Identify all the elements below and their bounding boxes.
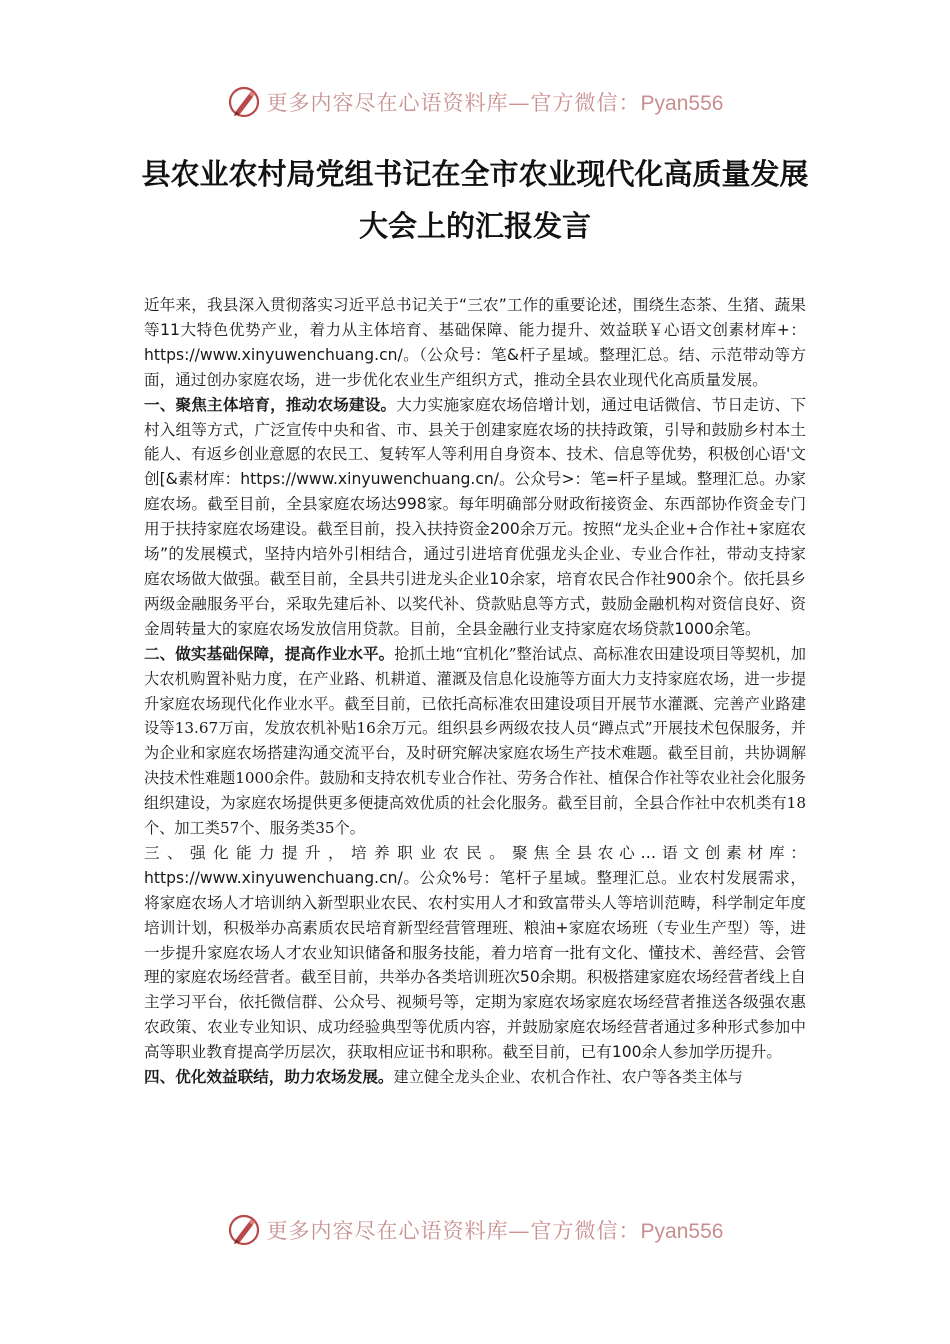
section-2-paragraph [144,642,806,841]
section-4-body: 建立健全龙头企业、农机合作社、农户等各类主体与 [393,1068,743,1087]
banner-official-label: 官方微信： [530,1219,641,1243]
section-3-heading: 三、强化能力提升，培养职业农民。 [144,843,513,862]
section-3-paragraph [144,841,806,1065]
banner-wechat-id: Pyan556 [640,92,724,115]
banner-text: 更多内容尽在心语资料库 [266,91,509,115]
section-3-body: 聚焦全县农心…语文创素材库：https://www.xinyuwenchuang.cn/。公众%号：笔杆子星域。整理汇总。业农村发展需求，将家庭农场人才培训纳入新型职业农民、农村实用人才和致富带头人等培训范畴，科学制定年度培训计划，积极举办高素质农民培育新型经营管理班、粮油+家庭农场班（专业生产型）等，进一步提升家庭农场人才农业知识储备和服务技能，着力培育一批有文化、懂技术、善经营、会管理的家庭农场经营者。截至目前，共举办各类培训班次50余期。积极搭建家庭农场经营者线上自主学习平台，依托微信群、公众号、视频号等，定期为家庭农场家庭农场经营者推送各级强农惠农政策、农业专业知识、成功经验典型等优质内容，并鼓励家庭农场经营者通过多种形式参加中高等职业教育提高学历层次，获取相应证书和职称。截至目前，已有100余人参加学历提升。 [144,843,806,1062]
banner-dash: — [508,1219,531,1243]
section-4-heading: 四、优化效益联结，助力农场发展。 [144,1068,394,1087]
section-1-body: 大力实施家庭农场倍增计划，通过电话微信、节日走访、下村入组等方式，广泛宣传中央和省、市、县关于创建家庭农场的扶持政策，引导和鼓励乡村本土能人、有返乡创业意愿的农民工、复转军人等利用自身资本、技术、信息等优势，积极创心语'文创[&素材库：https://www.xinyuwenchuang.cn/。公众号>：笔=杆子星域。整理汇总。办家庭农场。截至目前，全县家庭农场达998家。每年明确部分财政衔接资金、东西部协作资金专门用于扶持家庭农场建设。截至目前，投入扶持资金200余万元。按照“龙头企业+合作社+家庭农场”的发展模式，坚持内培外引相结合，通过引进培育优强龙头企业、专业合作社，带动支持家庭农场做大做强。截至目前，全县共引进龙头企业10余家，培育农民合作社900余个。依托县乡两级金融服务平台，采取先建后补、以奖代补、贷款贴息等方式，鼓励金融机构对资信良好、资金周转量大的家庭农场发放信用贷款。目前，全县金融行业支持家庭农场贷款1000余笔。 [144,395,806,638]
pen-logo-icon [227,85,261,119]
document-title [120,148,830,252]
banner-text: 更多内容尽在心语资料库 [266,1219,509,1243]
banner-dash: — [508,91,531,115]
section-2-body: 抢抓土地“宜机化”整治试点、高标准农田建设项目等契机，加大农机购置补贴力度，在产业路、机耕道、灌溉及信息化设施等方面大力支持家庭农场，进一步提升家庭农场现代化作业水平。截至目前，已依托高标准农田建设项目开展节水灌溉、完善产业路建设等13.67万亩，发放农机补贴16余万元。组织县乡两级农技人员“蹲点式”开展技术包保服务，并为企业和家庭农场搭建沟通交流平台，及时研究解决家庭农场生产技术难题。截至目前，共协调解决技术性难题1000余件。鼓励和支持农机专业合作社、劳务合作社、植保合作社等农业社会化服务组织建设，为家庭农场提供更多便捷高效优质的社会化服务。截至目前，全县合作社中农机类有18个、加工类57个、服务类35个。 [144,644,806,838]
footer-banner [0,1208,950,1252]
section-1-heading: 一、聚焦主体培育，推动农场建设。 [144,395,397,414]
title-line-2: 大会上的汇报发言 [358,209,591,243]
banner-official-label: 官方微信： [530,91,641,115]
pen-logo-icon [227,1213,261,1247]
section-2-heading: 二、做实基础保障，提高作业水平。 [144,644,395,663]
banner-wechat-id: Pyan556 [640,1220,724,1243]
title-line-1: 县农业农村局党组书记在全市农业现代化高质量发展 [141,157,809,191]
section-4-paragraph [144,1065,806,1090]
section-1-paragraph [144,393,806,642]
document-body [144,293,806,1090]
intro-paragraph: 近年来，我县深入贯彻落实习近平总书记关于“三农”工作的重要论述，围绕生态茶、生猪、蔬果等11大特色优势产业，着力从主体培育、基础保障、能力提升、效益联￥心语文创素材库+：https://www.xinyuwenchuang.cn/。（公众号：笔&杆子星域。整理汇总。结、示范带动等方面，通过创办家庭农场，进一步优化农业生产组织方式，推动全县农业现代化高质量发展。 [144,296,806,389]
header-banner [0,80,950,124]
